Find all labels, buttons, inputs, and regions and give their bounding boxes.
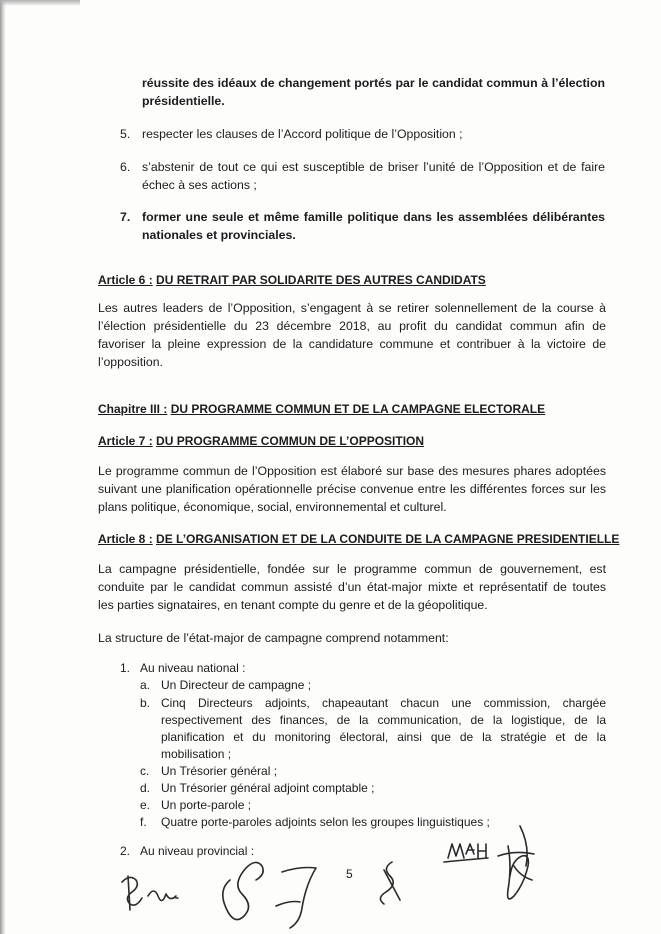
commitment-7-line-2: nationales et provinciales. bbox=[142, 228, 296, 242]
item-c-text: Un Trésorier général ; bbox=[161, 764, 278, 778]
article-7-line-2: suivant une planification opérationnelle précise convenue entre les différentes forces sur les bbox=[98, 482, 606, 496]
article-6-title: DU RETRAIT PAR SOLIDARITE DES AUTRES CANDIDATS bbox=[156, 273, 486, 287]
article-8-line-2: conduite par le candidat commun assisté d’un état-major mixte et représentatif de toutes bbox=[98, 580, 606, 594]
item-e-text: Un porte-parole ; bbox=[161, 798, 252, 812]
signature-initial-5 bbox=[380, 862, 400, 904]
article-8-title: DE L’ORGANISATION ET DE LA CONDUITE DE LA CAMPAGNE PRESIDENTIELLE bbox=[156, 532, 620, 546]
signature-large bbox=[498, 826, 534, 899]
article-6-line-3: favoriser la pleine expression de la candidature commune et contribuer à la victoire de bbox=[98, 337, 606, 351]
chapter-3-label: Chapitre III : bbox=[98, 402, 168, 416]
article-6-label: Article 6 : bbox=[98, 273, 153, 287]
level-1-label: Au niveau national : bbox=[140, 661, 246, 675]
signatures-area bbox=[0, 810, 661, 934]
chapter-3-heading bbox=[98, 401, 545, 417]
article-7-heading bbox=[98, 433, 424, 449]
level-1-number: 1. bbox=[120, 661, 131, 675]
item-f-text: Quatre porte-paroles adjoints selon les groupes linguistiques ; bbox=[161, 815, 490, 829]
article-7-title: DU PROGRAMME COMMUN DE L’OPPOSITION bbox=[156, 434, 425, 448]
item-d-letter: d. bbox=[140, 781, 151, 795]
commitment-6-line-2: échec à ses actions ; bbox=[142, 178, 257, 192]
article-6-line-2: l’élection présidentielle du 23 décembre 2018, au profit du candidat commun afin de bbox=[98, 319, 606, 333]
signature-initial-3 bbox=[223, 862, 263, 919]
item-a-letter: a. bbox=[140, 678, 151, 692]
commitment-5-text: respecter les clauses de l’Accord politique de l’Opposition ; bbox=[142, 127, 463, 141]
commitment-6-line-1: s’abstenir de tout ce qui est susceptible de briser l’unité de l’Opposition et de faire bbox=[142, 160, 605, 174]
item-b-line-3: planification et du monitoring électoral, ainsi que de la stratégie et de la bbox=[161, 730, 606, 744]
item-e-letter: e. bbox=[140, 798, 151, 812]
item-f-letter: f. bbox=[140, 815, 147, 829]
item-d-text: Un Trésorier général adjoint comptable ; bbox=[161, 781, 375, 795]
signature-initial-mah bbox=[444, 844, 488, 862]
level-2-number: 2. bbox=[120, 844, 131, 858]
article-8-line-3: les parties signataires, en tenant compte du genre et de la géopolitique. bbox=[98, 598, 488, 612]
commitment-number-7: 7. bbox=[120, 210, 131, 224]
commitment-number-6: 6. bbox=[120, 160, 131, 174]
scan-top-shadow bbox=[0, 0, 80, 6]
article-7-label: Article 7 : bbox=[98, 434, 153, 448]
chapter-3-title: DU PROGRAMME COMMUN ET DE LA CAMPAGNE ELECTORALE bbox=[170, 402, 546, 416]
level-2-label: Au niveau provincial : bbox=[140, 844, 255, 858]
article-6-line-4: l’opposition. bbox=[98, 355, 163, 369]
item-b-letter: b. bbox=[140, 696, 151, 710]
commitment-7-line-1: former une seule et même famille politique dans les assemblées délibérantes bbox=[142, 210, 605, 224]
article-8-heading bbox=[98, 531, 619, 547]
page-number: 5 bbox=[346, 867, 353, 881]
item-b-line-1: Cinq Directeurs adjoints, chapeautant chacun une commission, chargée bbox=[161, 696, 606, 710]
item-b-line-2: respectivement des finances, de la communication, de la logistique, de la bbox=[161, 713, 606, 727]
article-6-line-1: Les autres leaders de l’Opposition, s’engagent à se retirer solennellement de la course à bbox=[98, 301, 606, 315]
signature-initial-2 bbox=[148, 891, 178, 901]
article-8-label: Article 8 : bbox=[98, 532, 153, 546]
item-b-line-4: mobilisation ; bbox=[161, 747, 232, 761]
item-a-text: Un Directeur de campagne ; bbox=[161, 678, 312, 692]
intro-line-1: réussite des idéaux de changement portés par le candidat commun à l’élection bbox=[142, 76, 605, 90]
article-7-line-3: plans politique, économique, social, environnemental et culturel. bbox=[98, 500, 447, 514]
article-6-heading bbox=[98, 272, 486, 288]
intro-line-2: présidentielle. bbox=[142, 94, 225, 108]
signature-initial-1 bbox=[122, 876, 142, 910]
scan-edge-shadow bbox=[0, 0, 6, 934]
item-c-letter: c. bbox=[140, 764, 150, 778]
structure-intro: La structure de l’état-major de campagne comprend notamment: bbox=[98, 631, 449, 645]
article-7-line-1: Le programme commun de l’Opposition est élaboré sur base des mesures phares adoptées bbox=[98, 464, 606, 478]
article-8-line-1: La campagne présidentielle, fondée sur le programme commun de gouvernement, est bbox=[98, 562, 606, 576]
signature-initial-4 bbox=[276, 868, 316, 929]
commitment-number-5: 5. bbox=[120, 127, 131, 141]
